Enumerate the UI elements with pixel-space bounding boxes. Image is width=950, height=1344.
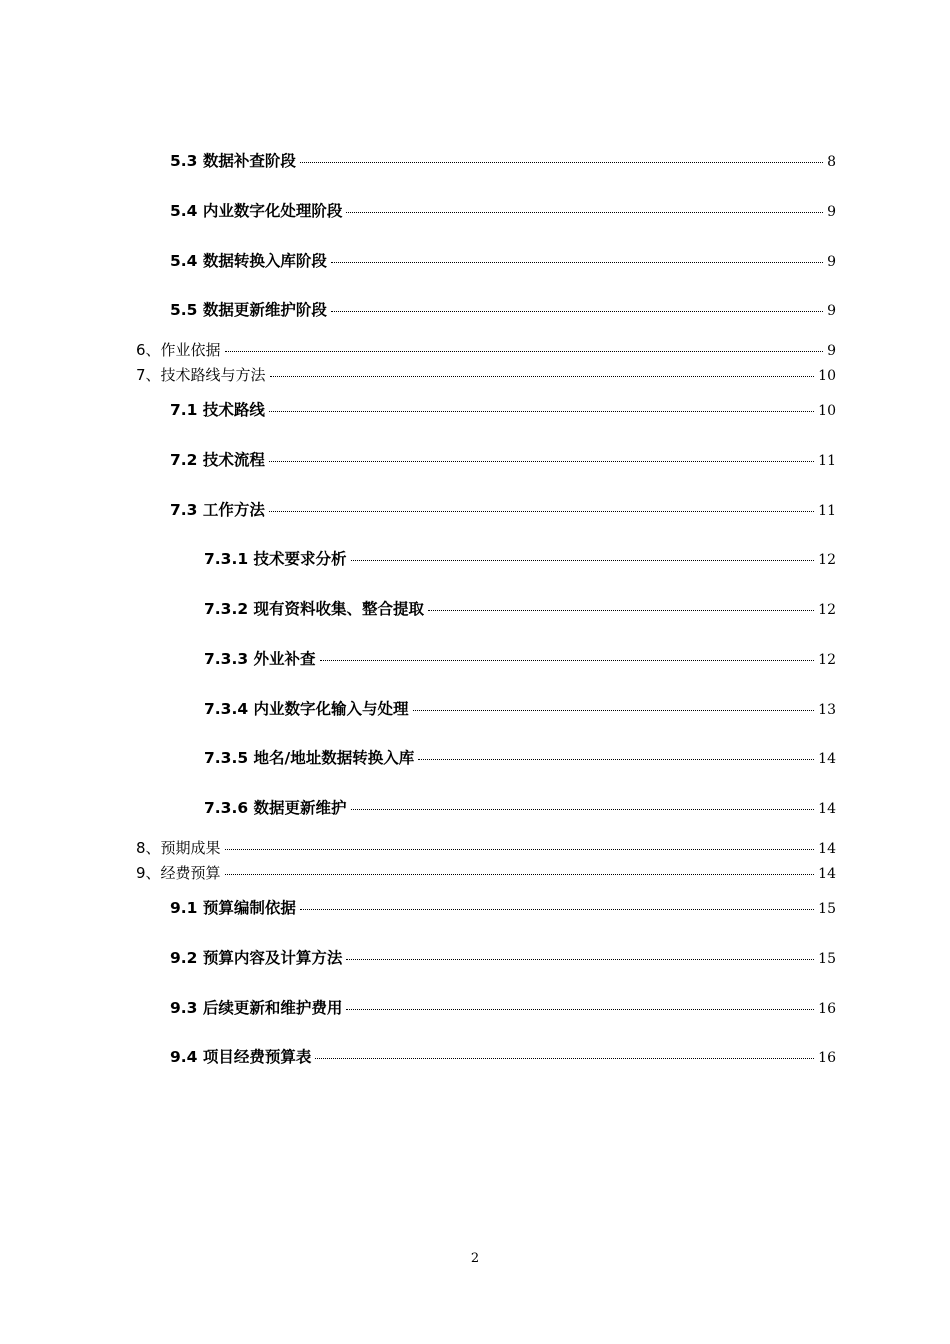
toc-entry[interactable] (170, 896, 836, 918)
toc-entry-page: 16 (818, 1050, 836, 1066)
toc-entry-page: 12 (818, 552, 836, 568)
toc-entry-label: 5.4 内业数字化处理阶段 (170, 202, 343, 220)
dot-leader (346, 1009, 814, 1010)
toc-entry-label: 9.2 预算内容及计算方法 (170, 949, 343, 967)
toc-entry[interactable] (170, 996, 836, 1018)
toc-entry[interactable] (204, 796, 836, 818)
toc-entry-page: 10 (818, 403, 836, 419)
dot-leader (225, 849, 815, 850)
dot-leader (346, 212, 823, 213)
toc-entry-label: 7.1 技术路线 (170, 401, 265, 419)
dot-leader (315, 1058, 814, 1059)
toc-entry[interactable] (170, 448, 836, 470)
toc-entry-page: 16 (818, 1001, 836, 1017)
toc-entry-page: 11 (818, 453, 836, 469)
toc-entry[interactable] (170, 398, 836, 420)
toc-entry-page: 12 (818, 652, 836, 668)
toc-entry[interactable] (170, 946, 836, 968)
toc-entry-label: 7.3.4 内业数字化输入与处理 (204, 700, 409, 718)
toc-entry-page: 14 (818, 841, 836, 857)
toc-entry[interactable] (204, 547, 836, 569)
dot-leader (351, 809, 815, 810)
toc-entry-label: 7.3.6 数据更新维护 (204, 799, 347, 817)
toc-entry-label: 9.4 项目经费预算表 (170, 1048, 312, 1066)
dot-leader (269, 511, 814, 512)
toc-entry-page: 13 (818, 702, 836, 718)
dot-leader (351, 560, 815, 561)
toc-entry-page: 15 (818, 901, 836, 917)
toc-entry-page: 9 (827, 343, 836, 359)
toc-entry-page: 11 (818, 503, 836, 519)
toc-entry-label: 5.4 数据转换入库阶段 (170, 252, 327, 270)
toc-entry-page: 12 (818, 602, 836, 618)
toc-entry-label: 7、技术路线与方法 (136, 366, 266, 384)
dot-leader (225, 351, 824, 352)
dot-leader (331, 262, 823, 263)
toc-entry-label: 9.1 预算编制依据 (170, 899, 296, 917)
toc-entry-label: 9、经费预算 (136, 864, 221, 882)
toc-entry[interactable] (170, 249, 836, 271)
toc-entry[interactable] (136, 339, 836, 360)
dot-leader (346, 959, 814, 960)
dot-leader (269, 411, 814, 412)
toc-entry-page: 9 (827, 254, 836, 270)
toc-entry-page: 9 (827, 204, 836, 220)
toc-entry-page: 14 (818, 866, 836, 882)
toc-entry[interactable] (170, 498, 836, 520)
toc-entry[interactable] (136, 862, 836, 883)
toc-entry[interactable] (204, 746, 836, 768)
toc-entry-label: 5.3 数据补查阶段 (170, 152, 296, 170)
toc-entry-label: 7.3.1 技术要求分析 (204, 550, 347, 568)
toc-entry-page: 14 (818, 801, 836, 817)
toc-entry[interactable] (170, 199, 836, 221)
dot-leader (269, 461, 814, 462)
dot-leader (300, 909, 814, 910)
toc-entry-page: 8 (827, 154, 836, 170)
dot-leader (225, 874, 815, 875)
toc-entry[interactable] (170, 298, 836, 320)
toc-entry-label: 5.5 数据更新维护阶段 (170, 301, 327, 319)
toc-entry[interactable] (204, 647, 836, 669)
toc-entry-page: 9 (827, 303, 836, 319)
toc-entry-page: 15 (818, 951, 836, 967)
dot-leader (320, 660, 815, 661)
toc-entry-label: 7.3 工作方法 (170, 501, 265, 519)
dot-leader (418, 759, 814, 760)
toc-entry-label: 7.3.2 现有资料收集、整合提取 (204, 600, 425, 618)
toc-entry-label: 7.3.3 外业补查 (204, 650, 316, 668)
toc-entry-page: 14 (818, 751, 836, 767)
toc-entry[interactable] (170, 149, 836, 171)
dot-leader (300, 162, 823, 163)
toc-entry[interactable] (136, 837, 836, 858)
dot-leader (331, 311, 823, 312)
dot-leader (270, 376, 815, 377)
toc-entry-label: 8、预期成果 (136, 839, 221, 857)
toc-entry[interactable] (170, 1045, 836, 1067)
dot-leader (428, 610, 814, 611)
toc-entry[interactable] (136, 364, 836, 385)
toc-entry-label: 9.3 后续更新和维护费用 (170, 999, 343, 1017)
page-number: 2 (470, 1251, 480, 1266)
toc-entry[interactable] (204, 597, 836, 619)
toc-entry-label: 7.2 技术流程 (170, 451, 265, 469)
toc-entry-label: 7.3.5 地名/地址数据转换入库 (204, 749, 415, 767)
toc-entry[interactable] (204, 697, 836, 719)
dot-leader (413, 710, 815, 711)
toc-entry-label: 6、作业依据 (136, 341, 221, 359)
toc-entry-page: 10 (818, 368, 836, 384)
